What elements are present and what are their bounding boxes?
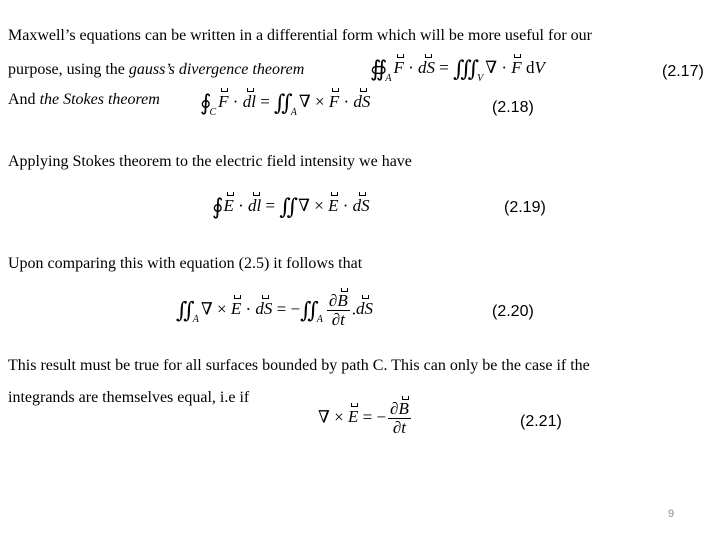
- equation-faraday-differential: ∇ × E = − $\frac{\partial B}{\partial t}$: [318, 399, 409, 437]
- equation-stokes-theorem: $∮_CF$ · dl = $∬_A\nabla \times F$ · dS: [200, 90, 371, 118]
- page-number: 9: [668, 508, 675, 520]
- equation-number-2-17: (2.17): [662, 63, 704, 80]
- paragraph-line-7: integrands are themselves equal, i.e if: [8, 389, 250, 406]
- stokes-theorem-term: the Stokes theorem: [39, 91, 160, 108]
- equation-stokes-electric-field: ∮E · dl = ∬∇ × E · dS: [212, 194, 370, 219]
- paragraph-line-5: Upon comparing this with equation (2.5) it follows that: [8, 255, 363, 272]
- line-3-text: And: [8, 91, 40, 108]
- paragraph-line-3: [8, 90, 160, 110]
- equation-number-2-19: (2.19): [504, 199, 546, 216]
- equation-number-2-21: (2.21): [520, 413, 562, 430]
- equation-number-2-18: (2.18): [492, 99, 534, 116]
- paragraph-line-6: This result must be true for all surfaces bounded by path C. This can only be the case if the: [8, 357, 590, 374]
- equation-number-2-20: (2.20): [492, 303, 534, 320]
- line-2-text: purpose, using the: [8, 61, 129, 78]
- equation-divergence-theorem: $∯_AF$ · dS = $∭_V\nabla \cdot F$ dV: [370, 56, 545, 84]
- paragraph-line-4: Applying Stokes theorem to the electric field intensity we have: [8, 153, 412, 170]
- paragraph-line-1: Maxwell’s equations can be written in a differential form which will be more useful for our: [8, 27, 592, 44]
- gauss-divergence-theorem-term: gauss’s divergence theorem: [128, 61, 305, 78]
- paragraph-line-2: [8, 60, 304, 80]
- equation-faraday-integral: $∬_A\nabla \times E$ · dS = $-∬_A$ $\frac{\partial B}{\partial t}$ .dS: [176, 291, 373, 329]
